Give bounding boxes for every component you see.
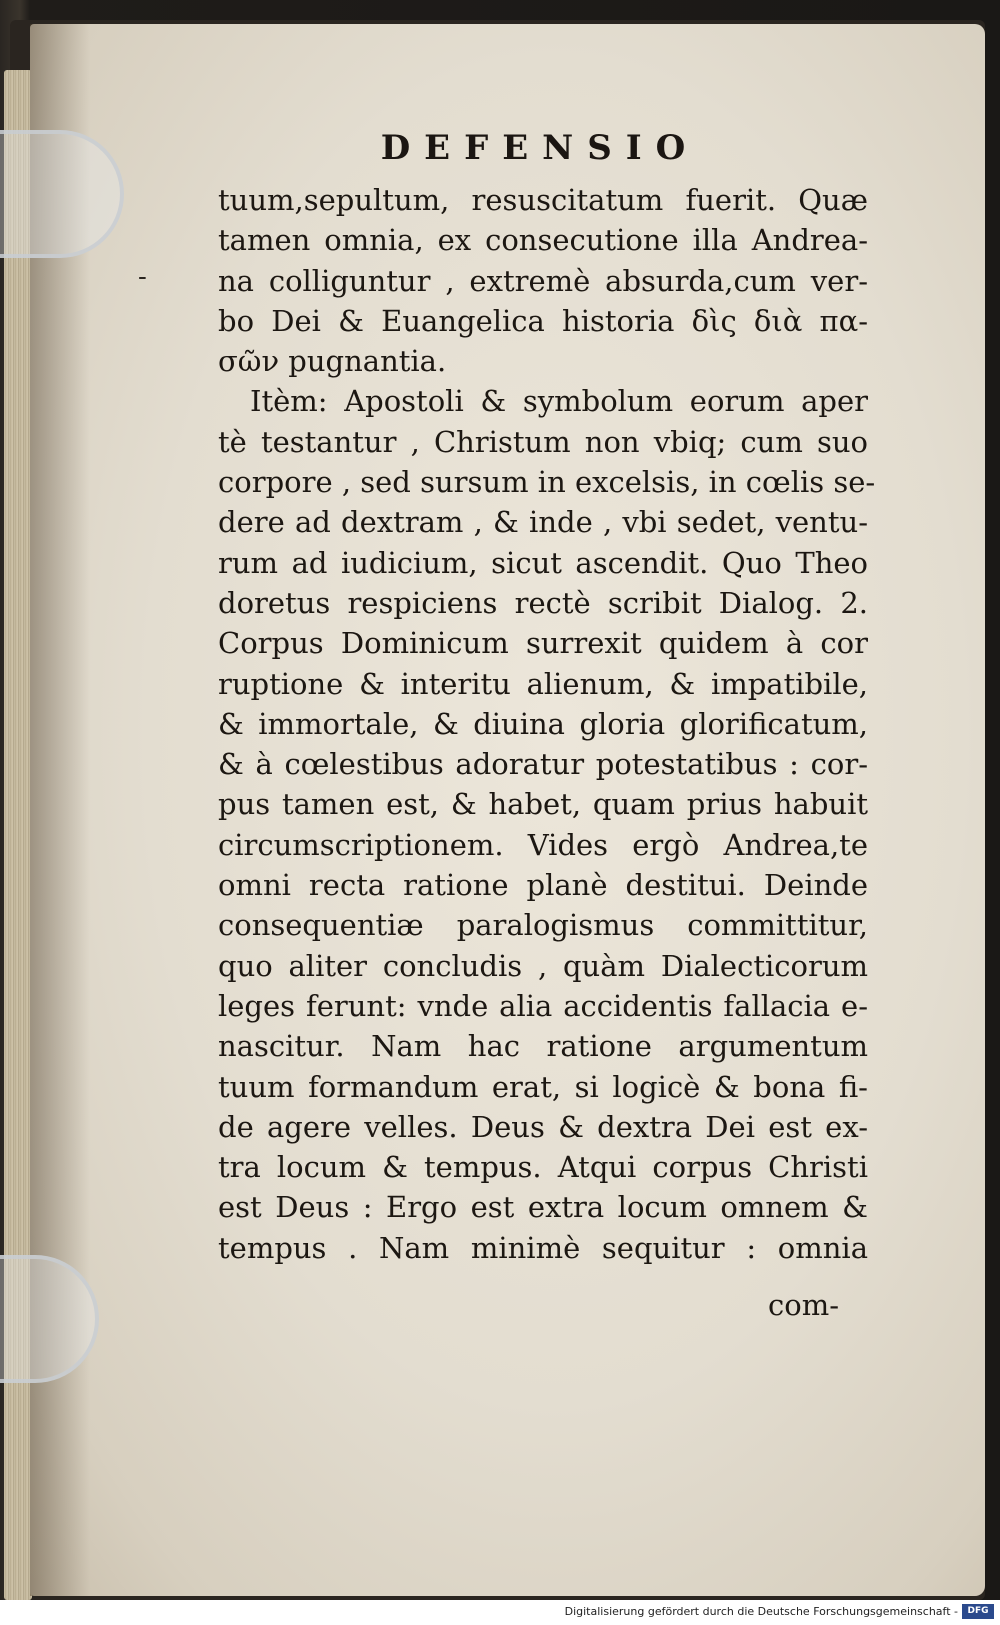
text-line: ruptione & interitu alienum, & impatibile, xyxy=(218,666,868,701)
text-line: tamen omnia, ex consecutione illa Andrea- xyxy=(218,223,868,258)
text-line: Corpus Dominicum surrexit quidem à cor xyxy=(218,626,868,661)
text-line: tè testantur , Christum non vbiq; cum suo xyxy=(218,424,868,459)
text-line: leges ferunt: vnde alia accidentis fallacia e- xyxy=(218,988,868,1023)
text-line: na colliguntur , extremè absurda,cum ver- xyxy=(218,263,868,298)
text-line: quo aliter concludis , quàm Dialecticorum xyxy=(218,948,868,983)
margin-mark: - xyxy=(138,262,147,292)
text-line: & à cœlestibus adoratur potestatibus : cor- xyxy=(218,747,868,782)
text-line: corpore , sed sursum in excelsis, in cœlis se- xyxy=(218,465,876,500)
text-line: consequentiæ paralogismus committitur, xyxy=(218,908,868,943)
text-line: & immortale, & diuina gloria glorificatum, xyxy=(218,706,868,741)
text-line: tuum,sepultum, resuscitatum fuerit. Quæ xyxy=(218,183,868,217)
text-line: Itèm: Apostoli & symbolum eorum aper xyxy=(250,384,868,419)
text-line: tuum formandum erat, si logicè & bona fi- xyxy=(218,1069,868,1104)
text-line: nascitur. Nam hac ratione argumentum xyxy=(218,1029,868,1064)
text-block xyxy=(218,180,876,1268)
text-line: bo Dei & Euangelica historia δὶς διὰ πα- xyxy=(218,303,868,338)
text-line: de agere velles. Deus & dextra Dei est ex- xyxy=(218,1109,868,1144)
text-line: doretus respiciens rectè scribit Dialog. 2. xyxy=(218,585,868,620)
text-line: est Deus : Ergo est extra locum omnem & xyxy=(218,1190,868,1225)
footer-credit: Digitalisierung gefördert durch die Deutsche Forschungsgemeinschaft - xyxy=(564,1605,958,1618)
dfg-logo: DFG xyxy=(962,1604,994,1619)
text-line: tempus . Nam minimè sequitur : omnia xyxy=(218,1230,868,1265)
text-line: tra locum & tempus. Atqui corpus Christi xyxy=(218,1150,868,1185)
catchword: com- xyxy=(768,1288,839,1322)
text-line: pus tamen est, & habet, quam prius habuit xyxy=(218,787,868,822)
text-line: σῶν pugnantia. xyxy=(218,344,447,379)
running-head: DEFENSIO xyxy=(380,128,700,168)
text-line: omni recta ratione planè destitui. Deinde xyxy=(218,868,868,903)
text-line: circumscriptionem. Vides ergò Andrea,te xyxy=(218,827,868,862)
text-line: dere ad dextram , & inde , vbi sedet, ventu- xyxy=(218,505,868,540)
text-line: rum ad iudicium, sicut ascendit. Quo Theo xyxy=(218,545,868,580)
